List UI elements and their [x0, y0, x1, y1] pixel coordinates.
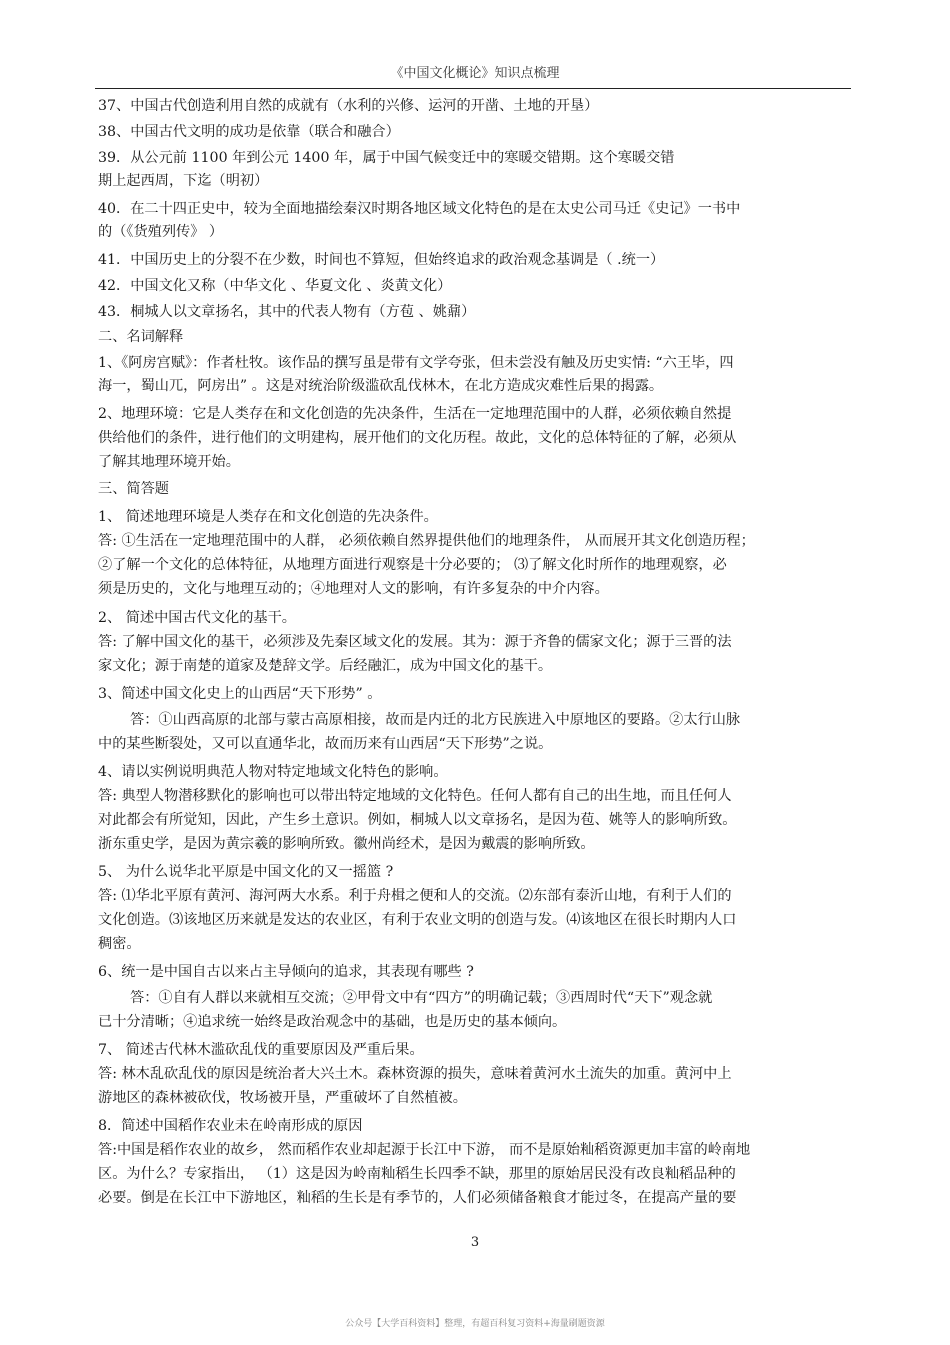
answer-line: 已十分清晰；④追求统一始终是政治观念中的基础，也是历史的基本倾向。 — [98, 1014, 567, 1030]
section-heading: 三、简答题 — [98, 481, 169, 497]
header-rule — [95, 88, 851, 89]
text-line: 43．桐城人以文章扬名，其中的代表人物有（方苞 、姚鼐） — [98, 304, 476, 320]
section-heading: 二、名词解释 — [98, 329, 184, 345]
text-line: 42．中国文化又称（中华文化 、华夏文化 、炎黄文化） — [98, 278, 452, 294]
text-line: 1、《阿房宫赋》：作者杜牧。该作品的撰写虽是带有文学夸张，但未尝没有触及历史实情: “六王毕，四 — [98, 355, 734, 371]
text-line: 40．在二十四正史中，较为全面地描绘秦汉时期各地区域文化特色的是在太史公司马迁《史记》一书中 — [98, 201, 741, 217]
question-line: 3、简述中国文化史上的山西居“天下形势” 。 — [98, 686, 382, 702]
text-line: 的（《货殖列传》 ） — [98, 224, 224, 240]
answer-line: 中的某些断裂处，又可以直通华北，故而历来有山西居“天下形势”之说。 — [98, 736, 553, 752]
answer-line: 游地区的森林被砍伐，牧场被开垦，严重破坏了自然植被。 — [98, 1090, 467, 1106]
answer-line: 答: ①生活在一定地理范围中的人群， 必须依赖自然界提供他们的地理条件， 从而展开其文化创造历程； — [98, 533, 755, 549]
text-line: 38、中国古代文明的成功是依靠（联合和融合） — [98, 124, 400, 140]
answer-line: 必要。倒是在长江中下游地区，籼稻的生长是有季节的，人们必须储备粮食才能过冬，在提高产量的要 — [98, 1190, 737, 1206]
question-line: 4、请以实例说明典范人物对特定地域文化特色的影响。 — [98, 764, 448, 780]
text-line: 了解其地理环境开始。 — [98, 454, 240, 470]
answer-line: 区。为什么？专家指出， （1）这是因为岭南籼稻生长四季不缺，那里的原始居民没有改良籼稻品种的 — [98, 1166, 736, 1182]
text-line: 海一，蜀山兀，阿房出” 。这是对统治阶级滥砍乱伐林木，在北方造成灾难性后果的揭露。 — [98, 378, 664, 394]
answer-line: ②了解一个文化的总体特征，从地理方面进行观察是十分必要的； ⑶了解文化时所作的地理观察，必 — [98, 557, 727, 573]
answer-line: 答：①山西高原的北部与蒙古高原相接，故而是内迁的北方民族进入中原地区的要路。②太行山脉 — [130, 712, 741, 728]
answer-line: 答：①自有人群以来就相互交流；②甲骨文中有“四方”的明确记载；③西周时代“天下”观念就 — [130, 990, 713, 1006]
answer-line: 答:中国是稻作农业的故乡， 然而稻作农业却起源于长江中下游， 而不是原始籼稻资源更加丰富的岭南地 — [98, 1142, 751, 1158]
question-line: 8．简述中国稻作农业未在岭南形成的原因 — [98, 1118, 363, 1134]
text-line: 41．中国历史上的分裂不在少数，时间也不算短，但始终追求的政治观念基调是（ .统一） — [98, 252, 665, 268]
page-number: 3 — [470, 1235, 480, 1250]
answer-line: 家文化；源于南楚的道家及楚辞文学。后经融汇，成为中国文化的基干。 — [98, 658, 553, 674]
question-line: 1、 简述地理环境是人类存在和文化创造的先决条件。 — [98, 509, 438, 525]
text-line: 39．从公元前 1100 年到公元 1400 年，属于中国气候变迁中的寒暖交错期。这个寒暖交错 — [98, 150, 675, 166]
answer-line: 文化创造。⑶该地区历来就是发达的农业区，有利于农业文明的创造与发。⑷该地区在很长时期内人口 — [98, 912, 737, 928]
answer-line: 须是历史的，文化与地理互动的；④地理对人文的影响，有许多复杂的中介内容。 — [98, 581, 609, 597]
question-line: 5、 为什么说华北平原是中国文化的又一摇篮 ? — [98, 864, 394, 880]
answer-line: 稠密。 — [98, 936, 141, 952]
answer-line: 答: 林木乱砍乱伐的原因是统治者大兴土木。森林资源的损失，意味着黄河水土流失的加重。黄河中上 — [98, 1066, 732, 1082]
text-line: 37、中国古代创造利用自然的成就有（水利的兴修、运河的开凿、土地的开垦） — [98, 98, 599, 114]
answer-line: 对此都会有所觉知，因此，产生乡土意识。例如，桐城人以文章扬名，是因为苞、姚等人的影响所致。 — [98, 812, 737, 828]
answer-line: 答: ⑴华北平原有黄河、海河两大水系。利于舟楫之便和人的交流。⑵东部有泰沂山地，有利于人们的 — [98, 888, 732, 904]
page-footer: 公众号【大学百科资料】整理，有超百科复习资料+海量刷题资源 — [345, 1319, 605, 1329]
text-line: 2、地理环境：它是人类存在和文化创造的先决条件，生活在一定地理范围中的人群，必须依赖自然提 — [98, 406, 732, 422]
question-line: 2、 简述中国古代文化的基干。 — [98, 610, 296, 626]
question-line: 6、统一是中国自古以来占主导倾向的追求，其表现有哪些 ? — [98, 964, 474, 980]
question-line: 7、 简述古代林木滥砍乱伐的重要原因及严重后果。 — [98, 1042, 424, 1058]
text-line: 供给他们的条件，进行他们的文明建构，展开他们的文化历程。故此，文化的总体特征的了解，必须从 — [98, 430, 737, 446]
answer-line: 答: 了解中国文化的基干，必须涉及先秦区域文化的发展。其为：源于齐鲁的儒家文化；源于三晋的法 — [98, 634, 732, 650]
page-header: 《中国文化概论》知识点梳理 — [390, 66, 560, 81]
answer-line: 浙东重史学，是因为黄宗羲的影响所致。徽州尚经术，是因为戴震的影响所致。 — [98, 836, 595, 852]
text-line: 期上起西周，下迄（明初） — [98, 173, 269, 189]
answer-line: 答: 典型人物潜移默化的影响也可以带出特定地域的文化特色。任何人都有自己的出生地，而且任何人 — [98, 788, 732, 804]
